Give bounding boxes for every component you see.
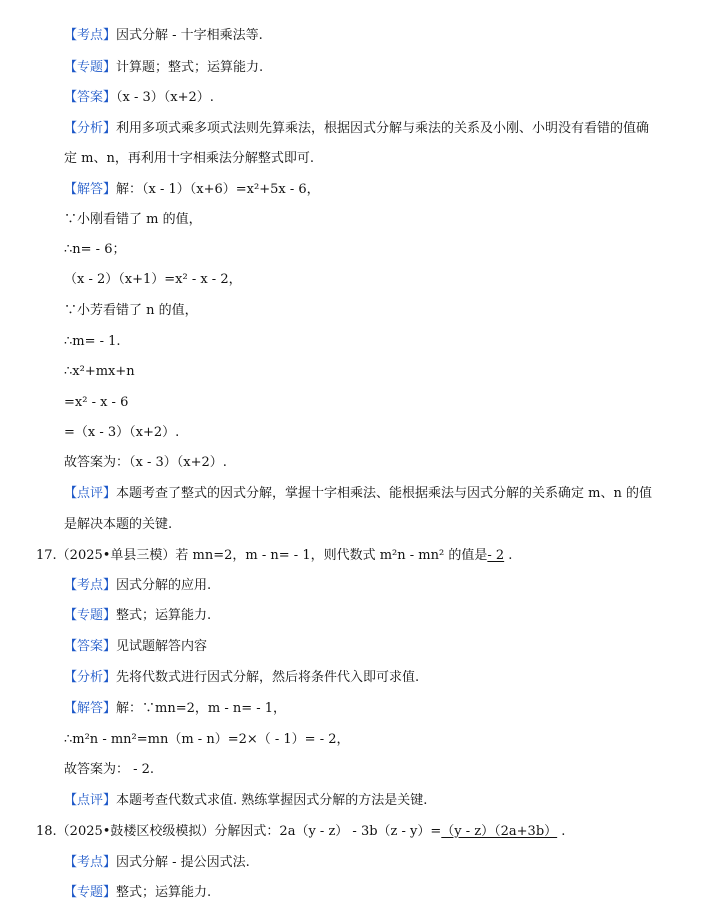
line-text: 定 m、n，再利用十字相乘法分解整式即可. — [64, 151, 314, 166]
line-text: 先将代数式进行因式分解，然后将条件代入即可求值. — [116, 670, 420, 685]
line-13 — [64, 395, 128, 411]
question-end: . — [504, 548, 513, 563]
line-text: 本题考查代数式求值. 熟练掌握因式分解的方法是关键. — [116, 793, 428, 808]
line-20 — [64, 608, 211, 624]
line-17 — [64, 517, 172, 533]
tag-fenxi: 【分析】 — [64, 670, 117, 685]
line-15 — [64, 455, 227, 471]
line-text: 整式；运算能力. — [116, 608, 212, 623]
question-text: 17.（2025•单县三模）若 mn=2，m - n= - 1，则代数式 m²n - mn² 的值是 — [36, 548, 488, 563]
line-28 — [64, 855, 250, 871]
tag-dianping: 【点评】 — [64, 793, 117, 808]
line-text: ∴m²n - mn²=mn（m - n）=2×（ - 1）= - 2， — [64, 732, 350, 747]
line-11 — [64, 334, 121, 350]
line-text: （x - 2）（x+1）=x² - x - 2， — [64, 272, 242, 287]
tag-jieda: 【解答】 — [64, 182, 117, 197]
question-17 — [36, 548, 512, 564]
line-19 — [64, 578, 211, 594]
answer-blank: （y - z）（2a+3b） — [441, 824, 558, 839]
line-8 — [64, 242, 125, 258]
question-end: . — [557, 824, 566, 839]
line-14 — [64, 425, 179, 441]
line-29 — [64, 885, 211, 901]
line-21 — [64, 639, 207, 655]
line-text: 解：∵mn=2，m - n= - 1， — [116, 701, 287, 716]
line-text: 因式分解 - 十字相乘法等. — [116, 28, 263, 43]
line-text: ∵小芳看错了 n 的值， — [64, 303, 198, 318]
tag-jieda: 【解答】 — [64, 701, 117, 716]
tag-kaodian: 【考点】 — [64, 855, 117, 870]
tag-zhuanti: 【专题】 — [64, 885, 117, 900]
line-12 — [64, 364, 135, 380]
line-text: ∵小刚看错了 m 的值， — [64, 212, 202, 227]
line-text: 故答案为：（x - 3）（x+2）. — [64, 455, 227, 470]
tag-daan: 【答案】 — [64, 90, 117, 105]
line-text: 因式分解的应用. — [116, 578, 212, 593]
line-text: 本题考查了整式的因式分解，掌握十字相乘法、能根据乘法与因式分解的关系确定 m、n 的值 — [116, 486, 652, 501]
line-text: 整式；运算能力. — [116, 885, 212, 900]
line-23 — [64, 701, 286, 717]
line-text: ∴n= - 6； — [64, 242, 126, 257]
line-text: =（x - 3）（x+2）. — [64, 425, 180, 440]
line-7 — [64, 212, 202, 228]
tag-fenxi: 【分析】 — [64, 121, 117, 136]
line-text: 解：（x - 1）（x+6）=x²+5x - 6， — [116, 182, 320, 197]
tag-daan: 【答案】 — [64, 639, 117, 654]
line-5 — [64, 151, 314, 167]
line-text: 计算题；整式；运算能力. — [116, 60, 264, 75]
line-26 — [64, 793, 427, 809]
line-9 — [64, 272, 242, 288]
question-text: 18.（2025•鼓楼区校级模拟）分解因式：2a（y - z） - 3b（z - y）= — [36, 824, 442, 839]
line-text: （x - 3）（x+2）. — [116, 90, 214, 105]
line-text: ∴x²+mx+n — [64, 364, 135, 379]
line-2 — [64, 60, 263, 76]
line-16 — [64, 486, 652, 502]
line-4 — [64, 121, 649, 137]
tag-zhuanti: 【专题】 — [64, 608, 117, 623]
line-3 — [64, 90, 214, 106]
line-text: 利用多项式乘多项式法则先算乘法，根据因式分解与乘法的关系及小刚、小明没有看错的值确 — [116, 121, 650, 136]
line-10 — [64, 303, 198, 319]
line-24 — [64, 732, 350, 748]
tag-dianping: 【点评】 — [64, 486, 117, 501]
line-22 — [64, 670, 419, 686]
line-text: ∴m= - 1. — [64, 334, 121, 349]
line-text: 故答案为： - 2. — [64, 762, 155, 777]
line-text: =x² - x - 6 — [64, 395, 129, 410]
line-text: 是解决本题的关键. — [64, 517, 173, 532]
question-18 — [36, 824, 565, 840]
tag-kaodian: 【考点】 — [64, 578, 117, 593]
tag-kaodian: 【考点】 — [64, 28, 117, 43]
answer-blank: - 2 — [487, 548, 505, 563]
line-25 — [64, 762, 154, 778]
tag-zhuanti: 【专题】 — [64, 60, 117, 75]
line-1 — [64, 28, 263, 44]
line-6 — [64, 182, 320, 198]
line-text: 因式分解 - 提公因式法. — [116, 855, 250, 870]
line-text: 见试题解答内容 — [116, 639, 208, 654]
